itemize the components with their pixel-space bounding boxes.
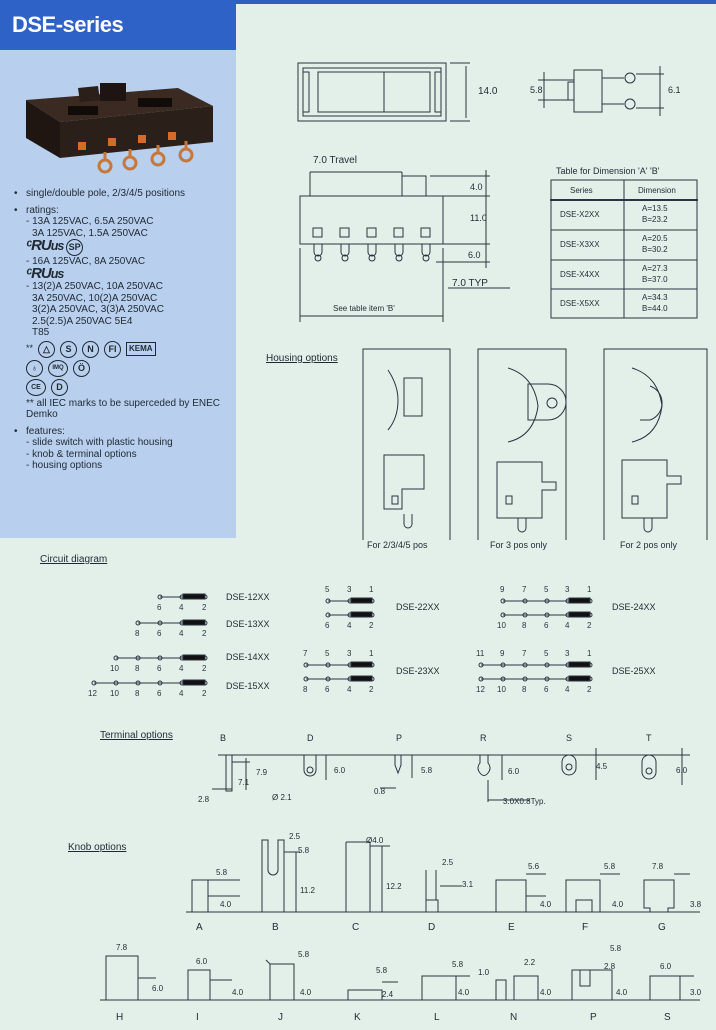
circuit-22 xyxy=(326,598,374,617)
demko-mark-icon: D xyxy=(51,379,68,396)
knob-letter: N xyxy=(510,1012,518,1023)
rating-line: - 13A 125VAC, 6.5A 250VAC xyxy=(26,216,154,227)
terminal-letter: R xyxy=(480,733,487,743)
knob-letter: C xyxy=(352,922,360,933)
rating-line: 3A 250VAC, 10(2)A 250VAC xyxy=(32,292,158,304)
dim-label: 2.5 xyxy=(442,858,454,867)
svg-text:6: 6 xyxy=(544,685,549,694)
dim-label: 6.0 xyxy=(334,766,346,775)
csa-mark-icon: SP xyxy=(66,239,83,256)
rating-line: T85 xyxy=(32,327,50,338)
svg-text:1: 1 xyxy=(369,585,374,594)
housing-caption: For 3 pos only xyxy=(490,540,548,550)
dim-label: 4.0 xyxy=(232,988,244,997)
svg-text:4: 4 xyxy=(347,621,352,630)
svg-text:10: 10 xyxy=(497,685,506,694)
svg-text:6: 6 xyxy=(325,685,330,694)
svg-text:5: 5 xyxy=(544,585,549,594)
terminal-title: Terminal options xyxy=(100,730,173,741)
table-cell: DSE-X3XX xyxy=(560,240,600,249)
svg-text:3: 3 xyxy=(565,585,570,594)
svg-text:4: 4 xyxy=(179,629,184,638)
knob-letter: B xyxy=(272,922,279,933)
svg-text:3: 3 xyxy=(565,649,570,658)
rating-line: 2.5(2.5)A 250VAC 5E4 xyxy=(32,315,133,327)
ratings-label: • ratings: xyxy=(14,205,232,217)
svg-text:2: 2 xyxy=(202,603,207,612)
dim-label: 6.0 xyxy=(152,984,164,993)
travel-label: 7.0 Travel xyxy=(313,155,357,166)
knob-letter: H xyxy=(116,1012,124,1023)
svg-text:6: 6 xyxy=(157,689,162,698)
dim-label: 4.0 xyxy=(612,900,624,909)
svg-text:8: 8 xyxy=(135,689,140,698)
terminal-drawings xyxy=(0,740,716,810)
circuit-25 xyxy=(479,662,592,681)
dim-label: 4.0 xyxy=(300,988,312,997)
feature-line: - slide switch with plastic housing xyxy=(26,437,173,448)
knob-letter: P xyxy=(590,1012,597,1023)
dim-label: 5.8 xyxy=(298,950,310,959)
dim-label: 5.8 xyxy=(452,960,464,969)
svg-text:5: 5 xyxy=(325,649,330,658)
svg-text:4: 4 xyxy=(179,603,184,612)
dim-label: 3.8 xyxy=(690,900,702,909)
svg-text:12: 12 xyxy=(476,685,485,694)
terminal-letter: B xyxy=(220,733,227,743)
mark-icon: IMQ xyxy=(48,360,68,377)
table-cell: A=34.3 xyxy=(642,293,668,302)
dim-label: 12.2 xyxy=(386,882,402,891)
dim-label: 5.8 xyxy=(376,966,388,975)
table-caption: Table for Dimension 'A' 'B' xyxy=(556,166,660,176)
dim-label: Ø4.0 xyxy=(366,836,384,845)
knob-letter: F xyxy=(582,922,589,933)
vde-mark-icon: △ xyxy=(38,341,55,358)
svg-text:1: 1 xyxy=(587,585,592,594)
circuit-label: DSE-24XX xyxy=(612,602,656,612)
table-cell: B=37.0 xyxy=(642,275,668,284)
svg-text:6: 6 xyxy=(157,664,162,673)
svg-text:10: 10 xyxy=(110,689,119,698)
dim-label: 4.0 xyxy=(220,900,232,909)
dim-label: 6.0 xyxy=(660,962,672,971)
svg-text:3: 3 xyxy=(347,585,352,594)
table-cell: B=23.2 xyxy=(642,215,668,224)
knob-letter: G xyxy=(658,922,666,933)
table-cell: A=20.5 xyxy=(642,234,668,243)
dim-label: 3.0X0.8Typ. xyxy=(503,797,546,806)
iec-note: ** all IEC marks to be superceded by ENEC Demko xyxy=(26,397,220,420)
svg-text:5: 5 xyxy=(325,585,330,594)
circuit-label: DSE-23XX xyxy=(396,666,440,676)
dim-label: 6.0 xyxy=(468,250,481,260)
terminal-letter: P xyxy=(396,733,403,743)
dim-label: 11.2 xyxy=(300,886,315,895)
circuit-label: DSE-22XX xyxy=(396,602,440,612)
dim-label: 4.0 xyxy=(470,182,483,192)
knob-letter: I xyxy=(196,1012,199,1023)
circuit-label: DSE-14XX xyxy=(226,652,270,662)
ul-cert-icon: ᶜRUus xyxy=(26,264,64,282)
dim-label: 1.0 xyxy=(478,968,490,977)
svg-text:2: 2 xyxy=(202,629,207,638)
fimko-mark-icon: FI xyxy=(104,341,121,358)
svg-text:4: 4 xyxy=(565,621,570,630)
table-header: Dimension xyxy=(638,186,676,195)
knob-letter: S xyxy=(664,1012,671,1023)
svg-text:7: 7 xyxy=(303,649,308,658)
dim-label: 7.8 xyxy=(652,862,664,871)
knob-letter: L xyxy=(434,1012,440,1023)
dim-label: 3.1 xyxy=(462,880,474,889)
knob-letter: D xyxy=(428,922,436,933)
svg-text:8: 8 xyxy=(522,685,527,694)
housing-title: Housing options xyxy=(266,353,338,364)
dim-label: 4.0 xyxy=(540,900,552,909)
svg-text:4: 4 xyxy=(565,685,570,694)
table-cell: B=30.2 xyxy=(642,245,668,254)
svg-text:12: 12 xyxy=(88,689,97,698)
svg-text:8: 8 xyxy=(135,629,140,638)
dim-label: Ø 2.1 xyxy=(272,793,292,802)
circuit-label: DSE-12XX xyxy=(226,592,270,602)
asterisk-icon: ** xyxy=(26,343,34,354)
rating-line: 3A 125VAC, 1.5A 250VAC xyxy=(32,227,148,239)
terminal-letter: D xyxy=(307,733,314,743)
knob-letter: E xyxy=(508,922,515,933)
svg-text:2: 2 xyxy=(369,685,374,694)
kema-mark-icon: KEMA xyxy=(126,342,156,356)
page-title: DSE-series xyxy=(12,12,124,37)
dim-label: 3.0 xyxy=(690,988,702,997)
svg-text:9: 9 xyxy=(500,585,505,594)
knob-letter: K xyxy=(354,1012,361,1023)
semko-mark-icon: S xyxy=(60,341,77,358)
svg-text:8: 8 xyxy=(522,621,527,630)
dim-label: 5.8 xyxy=(610,944,622,953)
ce-mark-icon: CE xyxy=(26,379,46,396)
dim-label: 7.8 xyxy=(116,943,128,952)
circuit-24 xyxy=(501,598,592,617)
see-table-label: See table item 'B' xyxy=(333,304,395,313)
dim-label: 6.0 xyxy=(676,766,688,775)
svg-text:1: 1 xyxy=(587,649,592,658)
housing-caption: For 2 pos only xyxy=(620,540,678,550)
svg-text:4: 4 xyxy=(347,685,352,694)
svg-text:9: 9 xyxy=(500,649,505,658)
dim-label: 2.2 xyxy=(524,958,536,967)
svg-text:2: 2 xyxy=(587,621,592,630)
svg-text:6: 6 xyxy=(325,621,330,630)
circuit-23 xyxy=(304,662,374,681)
svg-text:2: 2 xyxy=(202,664,207,673)
rating-line: - 13(2)A 250VAC, 10A 250VAC xyxy=(26,281,163,292)
feature-line: - housing options xyxy=(26,460,103,471)
table-header: Series xyxy=(570,186,593,195)
svg-text:5: 5 xyxy=(544,649,549,658)
dim-label: 2.5 xyxy=(289,832,301,841)
nemko-mark-icon: N xyxy=(82,341,99,358)
table-cell: B=44.0 xyxy=(642,304,668,313)
dim-label: 6.1 xyxy=(668,85,681,95)
knob-letter: J xyxy=(278,1012,283,1023)
housing-caption: For 2/3/4/5 pos xyxy=(367,540,428,550)
circuit-label: DSE-13XX xyxy=(226,619,270,629)
dim-label: 4.0 xyxy=(540,988,552,997)
svg-text:8: 8 xyxy=(135,664,140,673)
sev-mark-icon: ♁ xyxy=(26,360,43,377)
dim-label: 0.8 xyxy=(374,787,386,796)
circuit-15 xyxy=(92,680,207,685)
features-label: • features: xyxy=(14,426,232,438)
dim-label: 2.8 xyxy=(198,795,210,804)
table-cell: DSE-X4XX xyxy=(560,270,600,279)
svg-text:2: 2 xyxy=(369,621,374,630)
svg-text:10: 10 xyxy=(110,664,119,673)
feature-line: - knob & terminal options xyxy=(26,448,137,460)
svg-text:6: 6 xyxy=(544,621,549,630)
svg-text:6: 6 xyxy=(157,603,162,612)
poles-text: • single/double pole, 2/3/4/5 positions xyxy=(14,188,232,200)
dim-label: 7.1 xyxy=(238,778,250,787)
svg-text:6: 6 xyxy=(157,629,162,638)
table-cell: DSE-X5XX xyxy=(560,299,600,308)
dim-label: 4.0 xyxy=(616,988,628,997)
svg-text:2: 2 xyxy=(202,689,207,698)
dim-label: 4.0 xyxy=(458,988,470,997)
terminal-letter: S xyxy=(566,733,573,743)
circuit-diagrams xyxy=(0,575,716,700)
dim-label: 14.0 xyxy=(478,86,498,97)
circuit-14 xyxy=(114,655,207,660)
svg-text:2: 2 xyxy=(587,685,592,694)
dim-label: 6.0 xyxy=(508,767,520,776)
ove-mark-icon: Ö xyxy=(73,360,90,377)
dim-label: 5.8 xyxy=(298,846,310,855)
dim-label: 5.6 xyxy=(528,862,540,871)
dim-label: 7.9 xyxy=(256,768,268,777)
circuit-13 xyxy=(136,620,207,625)
svg-text:1: 1 xyxy=(369,649,374,658)
dim-label: 5.8 xyxy=(530,85,543,95)
knob-title: Knob options xyxy=(68,842,127,853)
circuit-label: DSE-25XX xyxy=(612,666,656,676)
svg-text:4: 4 xyxy=(179,689,184,698)
typ-label: 7.0 TYP xyxy=(452,278,488,289)
rating-line: - 16A 125VAC, 8A 250VAC xyxy=(26,256,146,267)
dim-label: 11.0 xyxy=(470,213,487,223)
circuit-12 xyxy=(158,594,207,599)
terminal-letter: T xyxy=(646,733,652,743)
dim-label: 4.5 xyxy=(596,762,608,771)
table-cell: A=13.5 xyxy=(642,204,668,213)
dim-label: 5.8 xyxy=(604,862,616,871)
dim-label: 6.0 xyxy=(196,957,208,966)
ul-cert-icon: ᶜRUus SP xyxy=(14,239,232,256)
circuit-title: Circuit diagram xyxy=(40,554,108,565)
svg-text:3: 3 xyxy=(347,649,352,658)
knob-letter: A xyxy=(196,922,203,933)
rating-line: 3(2)A 250VAC, 3(3)A 250VAC xyxy=(32,304,164,315)
dim-label: 2.4 xyxy=(382,990,394,999)
svg-text:8: 8 xyxy=(303,685,308,694)
dim-label: 2.8 xyxy=(604,962,616,971)
table-cell: A=27.3 xyxy=(642,264,668,273)
svg-text:10: 10 xyxy=(497,621,506,630)
svg-text:7: 7 xyxy=(522,585,527,594)
table-cell: DSE-X2XX xyxy=(560,210,600,219)
svg-text:4: 4 xyxy=(179,664,184,673)
svg-text:7: 7 xyxy=(522,649,527,658)
svg-text:11: 11 xyxy=(476,649,485,658)
circuit-label: DSE-15XX xyxy=(226,681,270,691)
dim-label: 5.8 xyxy=(421,766,433,775)
dim-label: 5.8 xyxy=(216,868,228,877)
